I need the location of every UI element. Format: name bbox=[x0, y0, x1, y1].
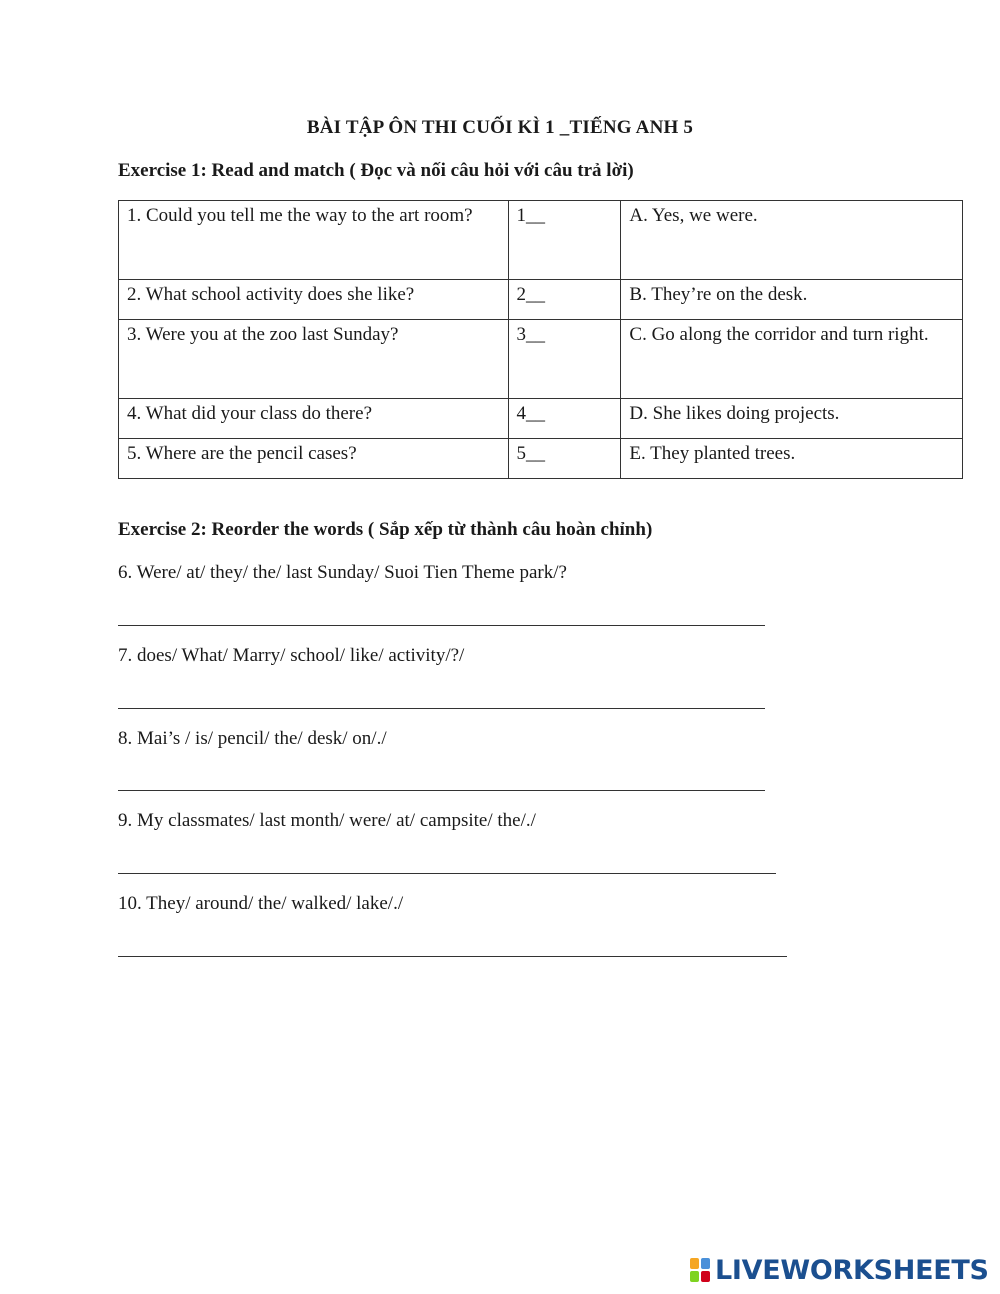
answer-blank[interactable]: 2__ bbox=[508, 280, 621, 320]
reorder-item-10: 10. They/ around/ the/ walked/ lake/./ bbox=[118, 893, 404, 914]
answer-blank[interactable]: 1__ bbox=[508, 201, 621, 280]
response-cell: E. They planted trees. bbox=[621, 439, 963, 479]
answer-line-9[interactable] bbox=[118, 873, 776, 874]
table-row bbox=[119, 439, 963, 479]
table-row bbox=[119, 201, 963, 280]
response-cell: C. Go along the corridor and turn right. bbox=[621, 320, 963, 399]
logo-mark-tile bbox=[690, 1258, 699, 1269]
answer-blank[interactable]: 3__ bbox=[508, 320, 621, 399]
question-cell: 5. Where are the pencil cases? bbox=[119, 439, 509, 479]
answer-line-7[interactable] bbox=[118, 708, 765, 709]
table-row bbox=[119, 280, 963, 320]
table-row bbox=[119, 399, 963, 439]
question-cell: 1. Could you tell me the way to the art room? bbox=[119, 201, 509, 280]
question-cell: 4. What did your class do there? bbox=[119, 399, 509, 439]
reorder-item-9: 9. My classmates/ last month/ were/ at/ campsite/ the/./ bbox=[118, 810, 536, 831]
logo-mark-tile bbox=[690, 1271, 699, 1282]
reorder-item-6: 6. Were/ at/ they/ the/ last Sunday/ Suoi Tien Theme park/? bbox=[118, 562, 567, 583]
reorder-item-7: 7. does/ What/ Marry/ school/ like/ activity/?/ bbox=[118, 645, 465, 666]
answer-blank[interactable]: 4__ bbox=[508, 399, 621, 439]
logo-mark-tile bbox=[701, 1258, 710, 1269]
match-table bbox=[118, 200, 963, 479]
exercise-1-heading: Exercise 1: Read and match ( Đọc và nối câu hỏi với câu trả lời) bbox=[118, 160, 634, 181]
answer-blank[interactable]: 5__ bbox=[508, 439, 621, 479]
logo-mark-icon bbox=[690, 1258, 710, 1282]
logo-mark-tile bbox=[701, 1271, 710, 1282]
logo-text: LIVEWORKSHEETS bbox=[715, 1254, 989, 1286]
liveworksheets-logo bbox=[690, 1254, 989, 1286]
answer-line-6[interactable] bbox=[118, 625, 765, 626]
answer-line-8[interactable] bbox=[118, 790, 765, 791]
page-title: BÀI TẬP ÔN THI CUỐI KÌ 1 _TIẾNG ANH 5 bbox=[306, 117, 694, 138]
answer-line-10[interactable] bbox=[118, 956, 787, 957]
exercise-2-heading: Exercise 2: Reorder the words ( Sắp xếp từ thành câu hoàn chỉnh) bbox=[118, 519, 653, 540]
question-cell: 2. What school activity does she like? bbox=[119, 280, 509, 320]
reorder-item-8: 8. Mai’s / is/ pencil/ the/ desk/ on/./ bbox=[118, 728, 387, 749]
table-row bbox=[119, 320, 963, 399]
response-cell: D. She likes doing projects. bbox=[621, 399, 963, 439]
question-cell: 3. Were you at the zoo last Sunday? bbox=[119, 320, 509, 399]
response-cell: A. Yes, we were. bbox=[621, 201, 963, 280]
response-cell: B. They’re on the desk. bbox=[621, 280, 963, 320]
